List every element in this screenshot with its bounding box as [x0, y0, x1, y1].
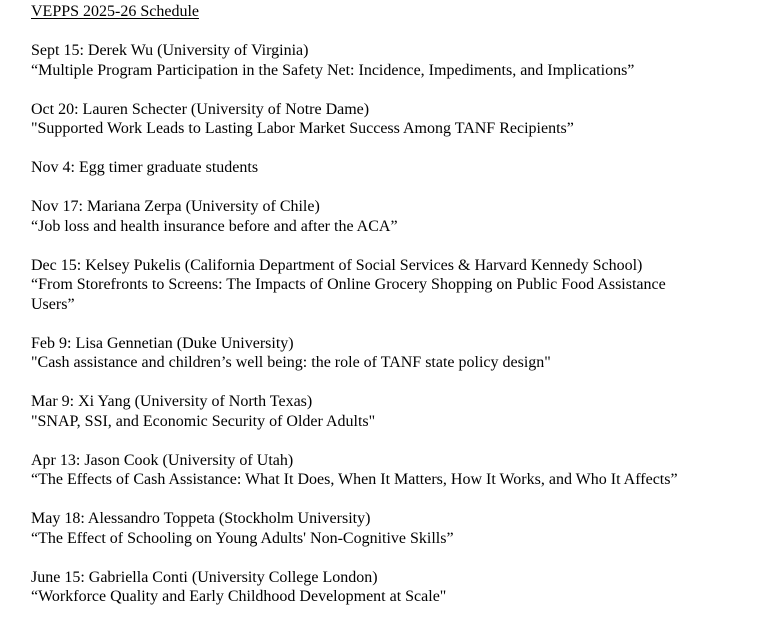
schedule-document — [31, 2, 751, 626]
schedule-entry-sept-15 — [31, 41, 751, 80]
entry-speaker: Apr 13: Jason Cook (University of Utah) — [31, 451, 294, 469]
entry-speaker: Feb 9: Lisa Gennetian (Duke University) — [31, 334, 294, 352]
entry-talk-title: “Multiple Program Participation in the Safety Net: Incidence, Impediments, and Implications” — [31, 61, 635, 79]
entry-talk-title: "Cash assistance and children’s well being: the role of TANF state policy design" — [31, 354, 551, 371]
schedule-entry-mar-9 — [31, 392, 751, 431]
document-title: VEPPS 2025-26 Schedule — [31, 3, 199, 20]
entry-talk-title: “The Effects of Cash Assistance: What It Does, When It Matters, How It Works, and Who It Affects” — [31, 471, 678, 488]
entry-talk-title: “Job loss and health insurance before and after the ACA” — [31, 217, 398, 235]
entry-talk-title: "Supported Work Leads to Lasting Labor Market Success Among TANF Recipients” — [31, 120, 574, 137]
schedule-entry-oct-20 — [31, 100, 751, 139]
entry-speaker: Mar 9: Xi Yang (University of North Texas) — [31, 393, 313, 410]
schedule-entry-feb-9 — [31, 334, 751, 373]
schedule-entry-apr-13 — [31, 451, 751, 490]
entry-talk-title: "SNAP, SSI, and Economic Security of Older Adults" — [31, 412, 376, 430]
entry-speaker: Dec 15: Kelsey Pukelis (California Department of Social Services & Harvard Kennedy School) — [31, 256, 643, 274]
schedule-entry-dec-15 — [31, 256, 751, 315]
schedule-list — [31, 41, 751, 607]
entry-talk-title: “Workforce Quality and Early Childhood Development at Scale" — [31, 588, 447, 605]
schedule-entry-nov-4 — [31, 158, 751, 178]
schedule-entry-june-15 — [31, 568, 751, 607]
entry-talk-title: “From Storefronts to Screens: The Impacts of Online Grocery Shopping on Public Food Assistance Users” — [31, 276, 666, 313]
entry-speaker: Nov 17: Mariana Zerpa (University of Chile) — [31, 198, 320, 215]
entry-speaker: Nov 4: Egg timer graduate students — [31, 159, 259, 176]
schedule-entry-may-18 — [31, 509, 751, 548]
entry-speaker: Oct 20: Lauren Schecter (University of Notre Dame) — [31, 100, 370, 118]
entry-talk-title: “The Effect of Schooling on Young Adults' Non-Cognitive Skills” — [31, 529, 454, 547]
schedule-entry-nov-17 — [31, 197, 751, 236]
entry-speaker: May 18: Alessandro Toppeta (Stockholm University) — [31, 510, 371, 527]
entry-speaker: June 15: Gabriella Conti (University College London) — [31, 568, 378, 586]
entry-speaker: Sept 15: Derek Wu (University of Virginia) — [31, 42, 309, 59]
